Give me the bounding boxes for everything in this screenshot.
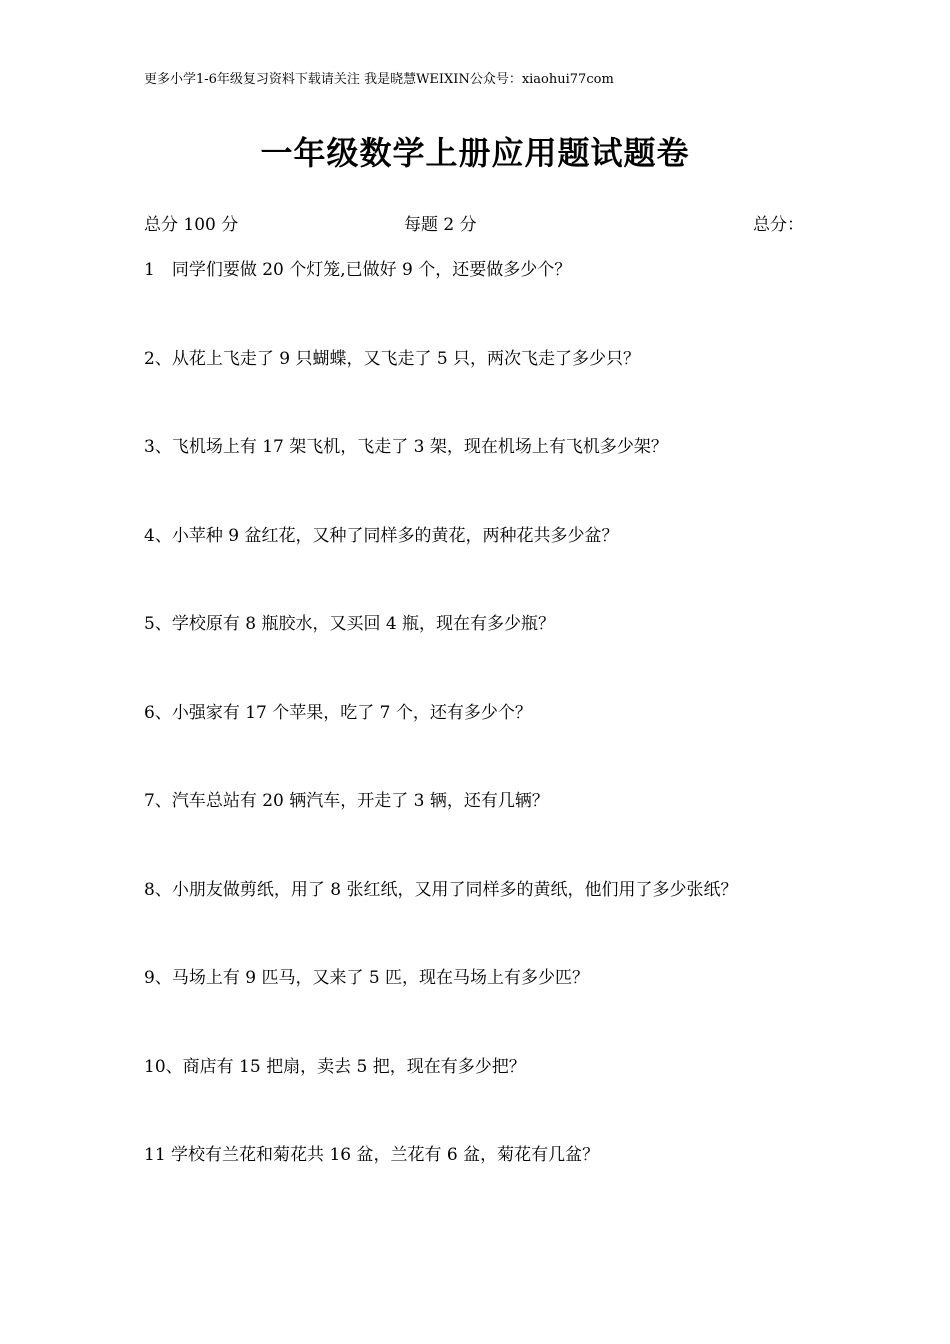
question-item: 2、从花上飞走了 9 只蝴蝶，又飞走了 5 只，两次飞走了多少只？	[144, 348, 641, 369]
question-item: 3、飞机场上有 17 架飞机，飞走了 3 架，现在机场上有飞机多少架？	[144, 437, 668, 457]
question-item: 9、马场上有 9 匹马，又来了 5 匹，现在马场上有多少匹？	[144, 968, 590, 988]
question-item: 4、小苹种 9 盆红花，又种了同样多的黄花，两种花共多少盆？	[144, 525, 619, 546]
per-question-score-label: 每题 2 分	[404, 215, 477, 235]
score-row	[144, 210, 804, 234]
question-item: 5、学校原有 8 瓶胶水，又买回 4 瓶，现在有多少瓶？	[144, 614, 556, 634]
question-list	[144, 258, 824, 1232]
question-item: 11 学校有兰花和菊花共 16 盆，兰花有 6 盆，菊花有几盆？	[144, 1145, 600, 1165]
page-title: 一年级数学上册应用题试题卷	[260, 134, 690, 172]
question-item: 8、小朋友做剪纸，用了 8 张红纸，又用了同样多的黄纸，他们用了多少张纸？	[144, 879, 738, 900]
header-note: 更多小学1-6年级复习资料下载请关注 我是晓慧WEIXIN公众号：xiaohui77com	[144, 72, 614, 87]
total-score-label: 总分 100 分	[144, 215, 239, 235]
question-item: 6、小强家有 17 个苹果，吃了 7 个，还有多少个？	[144, 702, 532, 723]
question-item: 7、汽车总站有 20 辆汽车，开走了 3 辆，还有几辆？	[144, 791, 549, 811]
question-item: 1 同学们要做 20 个灯笼,已做好 9 个，还要做多少个？	[144, 260, 572, 280]
question-item: 10、商店有 15 把扇，卖去 5 把，现在有多少把？	[144, 1056, 526, 1077]
obtained-score-label: 总分：	[753, 215, 804, 235]
